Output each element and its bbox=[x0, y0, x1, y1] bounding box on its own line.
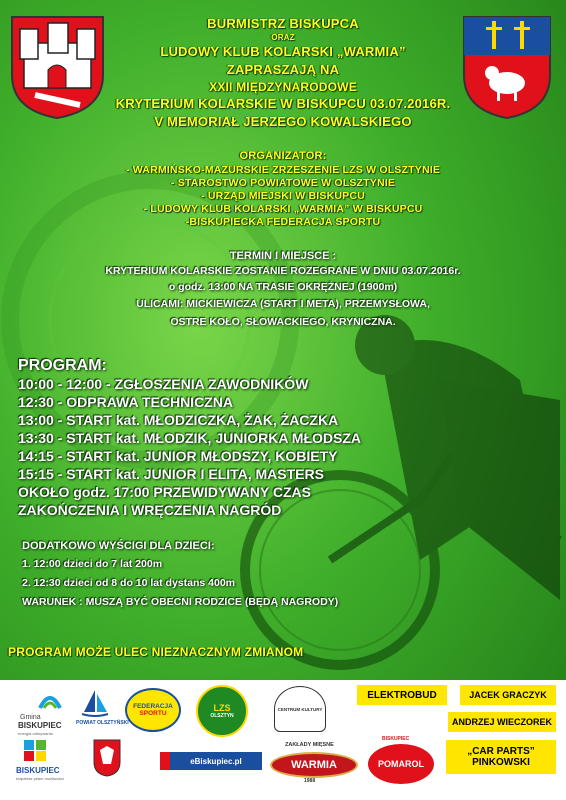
organizer-item: -BISKUPIECKA FEDERACJA SPORTU bbox=[185, 216, 381, 228]
header-kryterium: KRYTERIUM KOLARSKIE W BISKUPCU 03.07.2016R. bbox=[115, 96, 451, 111]
lzs-city-text: OLSZTYN bbox=[210, 713, 234, 719]
kids-item: 1. 12:00 dzieci do 7 lat 200m bbox=[22, 558, 163, 570]
lzs-olsztyn-logo bbox=[196, 685, 248, 737]
pinkowski-text: PINKOWSKI bbox=[472, 757, 530, 768]
zaklady-label: ZAKŁADY MIĘSNE bbox=[285, 742, 334, 748]
organizer-item: - LUDOWY KLUB KOLARSKI „WARMIA” W BISKUPCU bbox=[143, 203, 423, 215]
kids-item: 2. 12:30 dzieci od 8 do 10 lat dystans 400m bbox=[22, 577, 236, 589]
header-memorial: V MEMORIAŁ JERZEGO KOWALSKIEGO bbox=[154, 114, 412, 129]
program-item: 13:30 - START kat. MŁODZIK, JUNIORKA MŁODSZA bbox=[18, 430, 362, 446]
header-club: LUDOWY KLUB KOLARSKI „WARMIA” bbox=[160, 44, 406, 59]
program-item: 10:00 - 12:00 - ZGŁOSZENIA ZAWODNIKÓW bbox=[18, 376, 309, 392]
eagle-crest-icon bbox=[92, 738, 122, 778]
organizer-item: - STAROSTWO POWIATOWE W OLSZTYNIE bbox=[170, 177, 396, 189]
organizers-heading: ORGANIZATOR: bbox=[239, 150, 327, 162]
header-oraz: ORAZ bbox=[271, 33, 295, 42]
warmia-meat-logo bbox=[270, 752, 358, 778]
gmina-name: BISKUPIEC bbox=[18, 721, 62, 730]
biskupiec-town-logo-icon bbox=[22, 738, 50, 762]
federacja-sport-text: SPORTU bbox=[139, 710, 167, 717]
ebiskupiec-text: eBiskupiec.pl bbox=[190, 756, 242, 766]
program-item: 14:15 - START kat. JUNIOR MŁODSZY, KOBIETY bbox=[18, 448, 338, 464]
powiat-sail-logo-icon bbox=[80, 688, 110, 718]
gmina-biskupiec-logo-icon bbox=[38, 692, 62, 710]
biskupiec-town-name: BISKUPIEC bbox=[16, 766, 60, 775]
header-burmistrz: BURMISTRZ BISKUPCA bbox=[207, 16, 359, 31]
program-heading: PROGRAM: bbox=[18, 357, 107, 374]
organizer-item: - WARMIŃSKO-MAZURSKIE ZRZESZENIE LZS W OLSZTYNIE bbox=[125, 164, 441, 176]
warmia-meat-text: WARMIA bbox=[291, 759, 337, 771]
pomarol-text: POMAROL bbox=[378, 759, 424, 769]
venue-heading: TERMIN I MIEJSCE : bbox=[229, 250, 337, 262]
program-item: ZAKOŃCZENIA I WRĘCZENIA NAGRÓD bbox=[18, 502, 282, 518]
warmia-year: 1988 bbox=[304, 778, 316, 784]
pomarol-top-label: BISKUPIEC bbox=[382, 736, 410, 742]
car-parts-text: „CAR PARTS” bbox=[467, 746, 535, 757]
powiat-name: POWIAT OLSZTYŃSKI bbox=[76, 720, 129, 726]
kids-heading: DODATKOWO WYŚCIGI DLA DZIECI: bbox=[22, 540, 215, 552]
gmina-label: Gmina bbox=[20, 714, 41, 721]
centrum-text: CENTRUM KULTURY bbox=[277, 706, 323, 712]
pomarol-logo bbox=[368, 744, 434, 784]
venue-line: ULICAMI: MICKIEWICZA (START I META), PRZEMYSŁOWA, bbox=[136, 298, 430, 310]
gmina-tagline: energia odkrywania bbox=[18, 731, 53, 736]
venue-line: o godz. 13:00 NA TRASIE OKRĘŻNEJ (1900m) bbox=[168, 281, 398, 293]
program-item: OKOŁO godz. 17:00 PRZEWIDYWANY CZAS bbox=[18, 484, 311, 500]
kids-condition: WARUNEK : MUSZĄ BYĆ OBECNI RODZICE (BĘDĄ NAGRODY) bbox=[22, 596, 339, 608]
organizer-item: - URZĄD MIEJSKI W BISKUPCU bbox=[201, 190, 365, 202]
sponsors-footer bbox=[0, 680, 566, 800]
graczyk-sponsor: JACEK GRACZYK bbox=[460, 685, 556, 705]
elektrobud-sponsor: ELEKTROBUD bbox=[357, 685, 447, 705]
program-item: 13:00 - START kat. MŁODZICZKA, ŻAK, ŻACZKA bbox=[18, 412, 339, 428]
program-item: 12:30 - ODPRAWA TECHNICZNA bbox=[18, 394, 233, 410]
venue-line: OSTRE KOŁO, SŁOWACKIEGO, KRYNICZNA. bbox=[170, 316, 396, 328]
header-zapraszaja: ZAPRASZAJĄ NA bbox=[226, 62, 340, 77]
centrum-kultury-logo bbox=[274, 686, 326, 732]
wieczorek-sponsor: ANDRZEJ WIECZOREK bbox=[448, 712, 556, 732]
header-xxii: XXII MIĘDZYNARODOWE bbox=[209, 80, 357, 94]
ebiskupiec-logo bbox=[160, 752, 262, 770]
venue-line: KRYTERIUM KOLARSKIE ZOSTANIE ROZEGRANE W DNIU 03.07.2016r. bbox=[105, 265, 461, 277]
car-parts-sponsor bbox=[446, 740, 556, 774]
lzs-text: LZS bbox=[213, 703, 231, 713]
federacja-sportu-logo bbox=[125, 688, 181, 732]
biskupiec-town-tagline: krajobraz pełen możliwości bbox=[16, 776, 64, 781]
program-item: 15:15 - START kat. JUNIOR I ELITA, MASTERS bbox=[18, 466, 324, 482]
program-change-notice: PROGRAM MOŻE ULEC NIEZNACZNYM ZMIANOM bbox=[8, 645, 304, 659]
federacja-text: FEDERACJA bbox=[133, 703, 173, 710]
